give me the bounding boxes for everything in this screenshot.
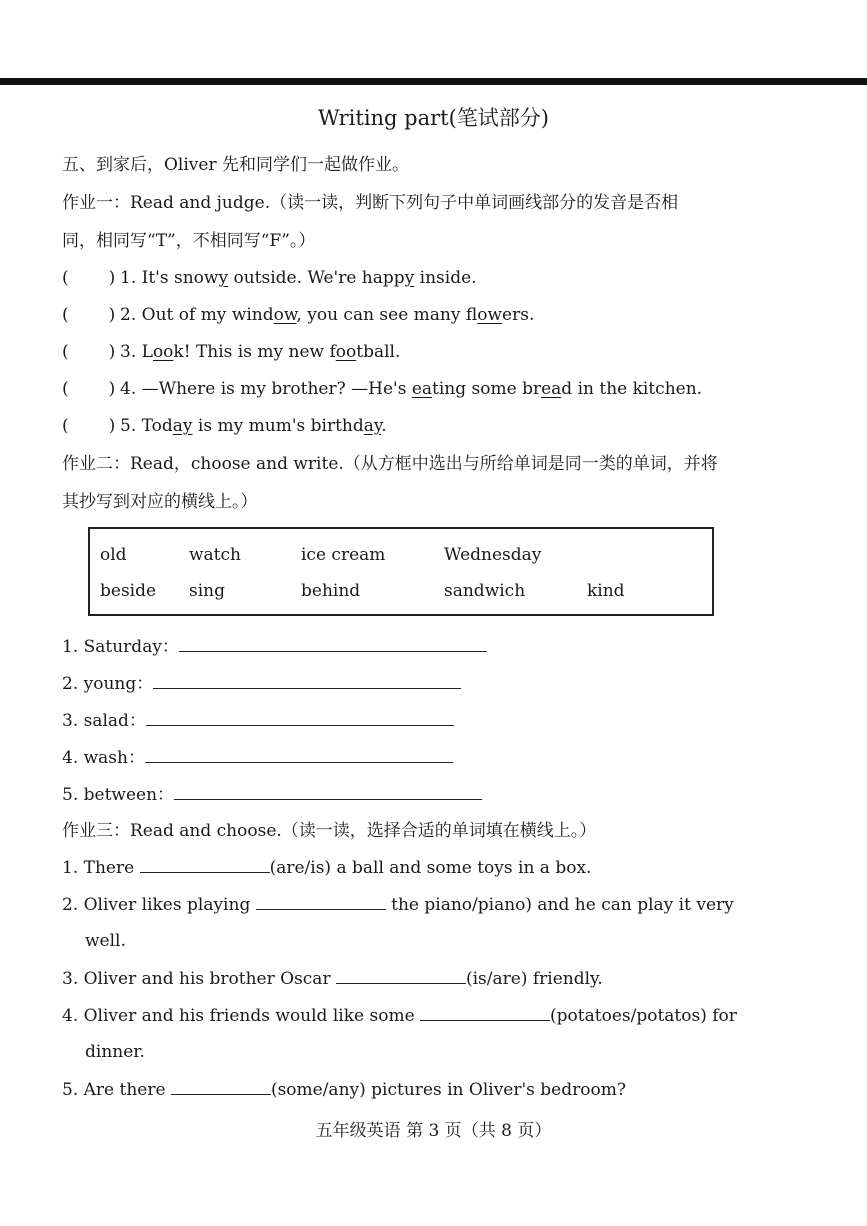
- choose-item-1: 1. There (are/is) a ball and some toys in a box.: [62, 858, 592, 878]
- answer-blank[interactable]: [171, 1078, 271, 1095]
- category-item-5: 5. between：: [62, 783, 482, 806]
- judge-item-5: ( ) 5. Today is my mum's birthday.: [62, 416, 387, 436]
- hw2-instruction-cont: 其抄写到对应的横线上。）: [62, 492, 258, 512]
- answer-blank[interactable]: [140, 856, 270, 873]
- page-title: Writing part(笔试部分): [317, 106, 550, 130]
- page-footer: 五年级英语 第 3 页（共 8 页）: [315, 1121, 552, 1141]
- judge-item-3: ( ) 3. Look! This is my new football.: [62, 342, 401, 362]
- box-word: watch: [189, 545, 241, 565]
- choose-item-2-cont: well.: [85, 931, 126, 951]
- answer-blank[interactable]: [336, 967, 466, 984]
- hw1-instruction-cont: 同，相同写“T”，不相同写“F”。）: [62, 231, 316, 251]
- box-word: sandwich: [444, 581, 526, 601]
- category-item-3: 3. salad：: [62, 709, 454, 732]
- top-rule: [0, 78, 867, 85]
- answer-blank[interactable]: [174, 783, 482, 800]
- choose-item-5: 5. Are there (some/any) pictures in Oliver's bedroom?: [62, 1080, 626, 1100]
- answer-blank[interactable]: [179, 635, 487, 652]
- word-box: [88, 527, 714, 616]
- answer-blank[interactable]: [256, 893, 386, 910]
- answer-blank[interactable]: [153, 672, 461, 689]
- box-word: kind: [587, 581, 625, 601]
- category-item-1: 1. Saturday：: [62, 635, 487, 658]
- hw1-instruction: 作业一：Read and judge.（读一读，判断下列句子中单词画线部分的发音是否相: [62, 193, 679, 213]
- judge-item-2: ( ) 2. Out of my window, you can see many flowers.: [62, 305, 535, 325]
- answer-blank[interactable]: [145, 746, 453, 763]
- choose-item-4: 4. Oliver and his friends would like some (potatoes/potatos) for: [62, 1006, 737, 1026]
- choose-item-2: 2. Oliver likes playing the piano/piano) and he can play it very: [62, 895, 734, 915]
- category-item-4: 4. wash：: [62, 746, 453, 769]
- hw3-instruction: 作业三：Read and choose.（读一读，选择合适的单词填在横线上。）: [62, 821, 597, 841]
- box-word: old: [100, 545, 127, 565]
- hw2-instruction: 作业二：Read，choose and write.（从方框中选出与所给单词是同一类的单词，并将: [62, 454, 718, 474]
- box-word: behind: [301, 581, 361, 601]
- answer-blank[interactable]: [420, 1004, 550, 1021]
- box-word: beside: [100, 581, 157, 601]
- section-heading: 五、到家后，Oliver 先和同学们一起做作业。: [62, 155, 410, 175]
- category-item-2: 2. young：: [62, 672, 461, 695]
- judge-item-4: ( ) 4. —Where is my brother? —He's eating some bread in the kitchen.: [62, 379, 703, 399]
- choose-item-4-cont: dinner.: [85, 1042, 145, 1062]
- answer-blank[interactable]: [146, 709, 454, 726]
- judge-item-1: ( ) 1. It's snowy outside. We're happy inside.: [62, 268, 477, 288]
- choose-item-3: 3. Oliver and his brother Oscar (is/are) friendly.: [62, 969, 603, 989]
- box-word: sing: [189, 581, 225, 601]
- box-word: ice cream: [301, 545, 386, 565]
- box-word: Wednesday: [444, 545, 542, 565]
